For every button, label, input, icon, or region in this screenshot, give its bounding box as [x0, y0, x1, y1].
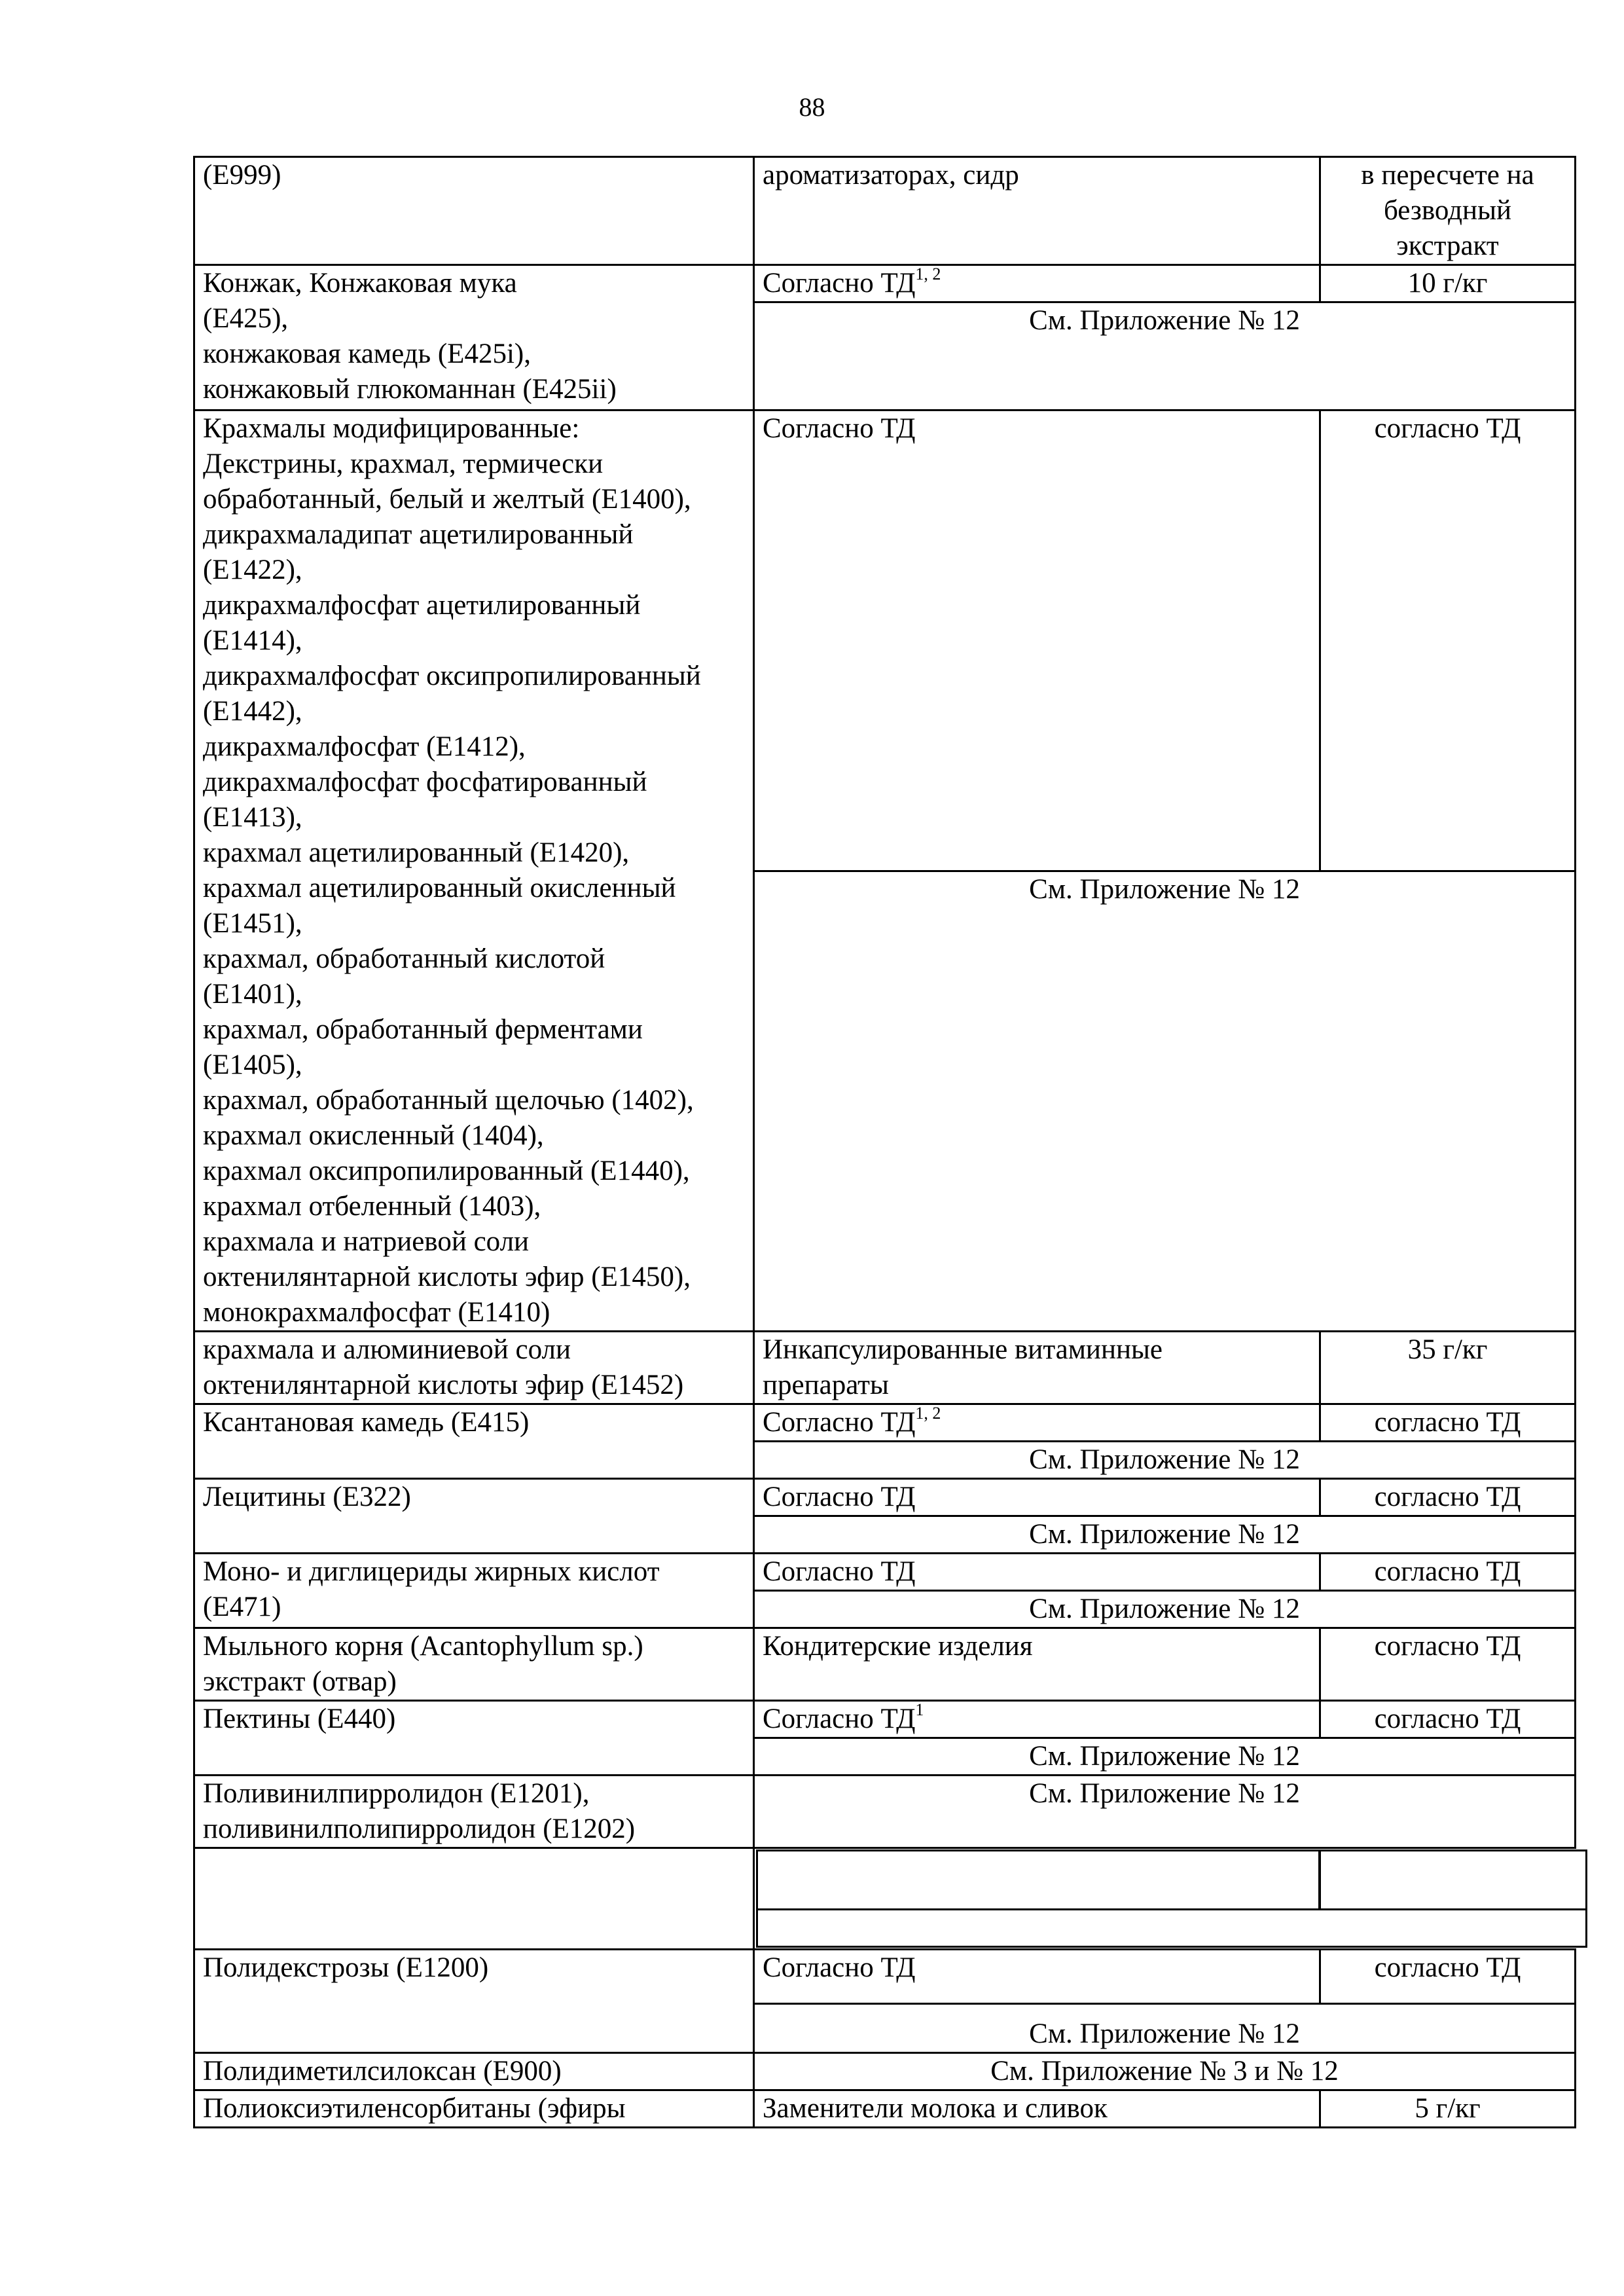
additive-name: Полиоксиэтиленсорбитаны (эфиры [194, 2090, 754, 2128]
additives-table [193, 156, 1576, 2128]
additive-name-line: (E425), [203, 303, 289, 334]
additive-name-line: крахмал ацетилированный окисленный [203, 873, 676, 903]
appendix-reference: См. Приложение № 12 [754, 871, 1576, 1332]
additive-name [194, 1332, 754, 1404]
additive-name-line: дикрахмалфосфат ацетилированный [203, 590, 641, 621]
max-level: согласно ТД [1320, 1554, 1576, 1591]
product-category [754, 1332, 1320, 1404]
appendix-reference: См. Приложение № 12 [754, 2004, 1576, 2053]
max-level: согласно ТД [1320, 410, 1576, 871]
table-row [194, 1950, 1576, 2004]
additive-name-line: (E1413), [203, 802, 302, 833]
product-category: Согласно ТД [754, 1950, 1320, 2004]
category-line: Инкапсулированные витаминные [763, 1334, 1163, 1365]
product-category: Заменители молока и сливок [754, 2090, 1320, 2128]
additive-name: Пектины (E440) [194, 1701, 754, 1776]
additive-name-line: Поливинилпирролидон (E1201), [203, 1778, 590, 1809]
table-row [194, 2090, 1576, 2128]
additive-name [194, 410, 754, 1332]
table-row [194, 1404, 1576, 1442]
product-category: Согласно ТД [754, 410, 1320, 871]
table-row [194, 2053, 1576, 2090]
additive-name-line: крахмал отбеленный (1403), [203, 1191, 541, 1222]
appendix-reference: См. Приложение № 12 [754, 1442, 1576, 1479]
additive-name-line: конжаковая камедь (E425i), [203, 338, 531, 369]
additive-name-line: поливинилполипирролидон (E1202) [203, 1813, 636, 1844]
additive-name-line: дикрахмалфосфат фосфатированный [203, 767, 647, 797]
additive-name-line: (E1405), [203, 1049, 302, 1080]
additive-name-line: конжаковый глюкоманнан (E425ii) [203, 374, 617, 405]
product-category: ароматизаторах, сидр [754, 157, 1320, 265]
table-row [194, 1701, 1576, 1738]
footnote-ref: 1 [915, 1700, 924, 1719]
additive-name: Полидекстрозы (E1200) [194, 1950, 754, 2053]
category-text: Согласно ТД [763, 1704, 916, 1734]
additive-name-line: (E1401), [203, 979, 302, 1010]
additive-name [194, 265, 754, 410]
table-row [194, 265, 1576, 302]
additive-name-line: Декстрины, крахмал, термически [203, 448, 604, 479]
max-level: 5 г/кг [1320, 2090, 1576, 2128]
additive-name-line: крахмала и натриевой соли [203, 1226, 530, 1257]
additive-name-line: Моно- и диглицериды жирных кислот [203, 1556, 660, 1587]
additive-name-line: крахмал оксипропилированный (E1440), [203, 1156, 690, 1186]
additive-name-line: экстракт (отвар) [203, 1666, 397, 1697]
additive-name-line: дикрахмаладипат ацетилированный [203, 519, 634, 550]
additive-name-line: (E1451), [203, 908, 302, 939]
additive-name-line: (E1442), [203, 696, 302, 727]
appendix-reference: См. Приложение № 12 [754, 1776, 1576, 1848]
category-line: препараты [763, 1370, 889, 1400]
additive-name-line: Мыльного корня (Acantophyllum sp.) [203, 1631, 643, 1662]
max-level: согласно ТД [1320, 1404, 1576, 1442]
table-row [194, 1776, 1576, 1848]
additive-name-line: дикрахмалфосфат оксипропилированный [203, 661, 701, 691]
additive-name-line: крахмал, обработанный кислотой [203, 943, 605, 974]
max-level: 35 г/кг [1320, 1332, 1576, 1404]
additive-name: Лецитины (E322) [194, 1479, 754, 1554]
additive-name-line: октенилянтарной кислоты эфир (E1450), [203, 1262, 691, 1292]
additive-name [194, 1554, 754, 1628]
additive-name [194, 1628, 754, 1701]
additive-name: (E999) [194, 157, 754, 265]
appendix-reference: См. Приложение № 3 и № 12 [754, 2053, 1576, 2090]
max-level: 10 г/кг [1320, 265, 1576, 302]
category-text: Согласно ТД [763, 268, 916, 299]
additive-name-line: монокрахмалфосфат (E1410) [203, 1297, 550, 1328]
additive-name [194, 1776, 754, 1848]
max-level: согласно ТД [1320, 1479, 1576, 1516]
footnote-ref: 1, 2 [915, 1404, 941, 1423]
category-text: Согласно ТД [763, 1407, 916, 1438]
table-row [194, 1628, 1576, 1701]
max-level: согласно ТД [1320, 1701, 1576, 1738]
table-row [194, 410, 1576, 871]
blank-cell [194, 1848, 754, 1950]
additive-name: Полидиметилсилоксан (E900) [194, 2053, 754, 2090]
max-level: согласно ТД [1320, 1628, 1576, 1701]
table-row [194, 1554, 1576, 1591]
additive-name-line: (E1422), [203, 555, 302, 585]
blank-inner-cell [756, 1908, 1587, 1948]
additive-name-line: Конжак, Конжаковая мука [203, 268, 517, 299]
appendix-reference: См. Приложение № 12 [754, 1738, 1576, 1776]
additive-name-line: обработанный, белый и желтый (E1400), [203, 484, 691, 515]
product-category: Согласно ТД [754, 1479, 1320, 1516]
max-level-line: безводный [1384, 195, 1511, 226]
table-row [194, 157, 1576, 265]
blank-inner-cell [1319, 1850, 1587, 1910]
table-row [194, 1332, 1576, 1404]
max-level: согласно ТД [1320, 1950, 1576, 2004]
page-number: 88 [799, 92, 825, 122]
table-row [194, 1479, 1576, 1516]
product-category: Согласно ТД [754, 1554, 1320, 1591]
product-category [754, 1701, 1320, 1738]
additive-name-line: крахмал ацетилированный (E1420), [203, 837, 630, 868]
appendix-reference: См. Приложение № 12 [754, 1591, 1576, 1628]
additive-name-line: крахмал, обработанный щелочью (1402), [203, 1085, 694, 1116]
additive-name-line: дикрахмалфосфат (E1412), [203, 731, 526, 762]
additive-name-line: Крахмалы модифицированные: [203, 413, 580, 444]
max-level [1320, 157, 1576, 265]
blank-inner-cell [756, 1850, 1320, 1910]
additive-name-line: крахмала и алюминиевой соли [203, 1334, 571, 1365]
additive-name-line: крахмал, обработанный ферментами [203, 1014, 643, 1045]
additive-name: Ксантановая камедь (E415) [194, 1404, 754, 1479]
footnote-ref: 1, 2 [915, 264, 941, 283]
additive-name-line: октенилянтарной кислоты эфир (E1452) [203, 1370, 684, 1400]
max-level-line: в пересчете на [1361, 160, 1534, 191]
additive-name-line: (E1414), [203, 625, 302, 656]
max-level-line: экстракт [1396, 230, 1499, 261]
product-category [754, 265, 1320, 302]
product-category [754, 1404, 1320, 1442]
product-category: Кондитерские изделия [754, 1628, 1320, 1701]
appendix-reference: См. Приложение № 12 [754, 302, 1576, 410]
additive-name-line: (E471) [203, 1592, 281, 1622]
appendix-reference: См. Приложение № 12 [754, 1516, 1576, 1554]
additive-name-line: крахмал окисленный (1404), [203, 1120, 544, 1151]
